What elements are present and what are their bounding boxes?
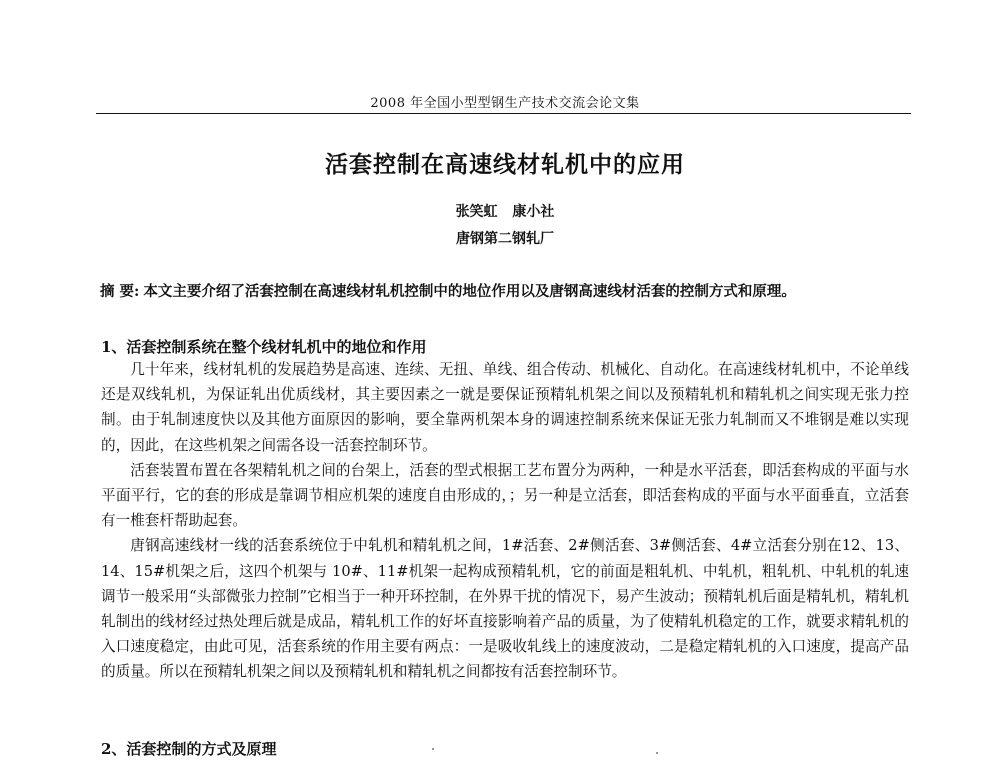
abstract [100,280,915,301]
paragraph: 唐钢高速线材一线的活套系统位于中轧机和精轧机之间，1#活套、2#侧活套、3#侧活套、4#立活套分别在12、13、14、15#机架之后，这四个机架与 10#、11#机架一起构成预精轧机，它的前面是粗轧机、中轧机，粗轧机、中轧机的轧速调节一般采用“头部微张力控制”它相当于一种开环控制，在外界干扰的情况下，易产生波动；预精轧机后面是精轧机，精轧机轧制出的线材经过热处理后就是成品，精轧机工作的好坏直接影响着产品的质量，为了使精轧机稳定的工作，就要求精轧机的入口速度稳定，由此可见，活套系统的作用主要有两点：一是吸收轧线上的速度波动，二是稳定精轧机的入口速度，提高产品的质量。所以在预精轧机架之间以及预精轧机和精轧机之间都按有活套控制环节。 [101,537,909,681]
section-1-body [101,357,909,685]
paper-title: 活套控制在高速线材轧机中的应用 [325,151,685,178]
authors: 张笑虹 康小社 [455,204,555,220]
paragraph: 活套装置布置在各架精轧机之间的台架上，活套的型式根据工艺布置分为两种，一种是水平活套，即活套构成的平面与水平面平行，它的套的形成是靠调节相应机架的速度自由形成的，；另一种是立活套，即活套构成的平面与水平面垂直，立活套有一椎套杆帮助起套。 [101,461,909,530]
abstract-text: 本文主要介绍了活套控制在高速线材轧机控制中的地位作用以及唐钢高速线材活套的控制方式和原理。 [143,283,796,300]
paragraph: 几十年来，线材轧机的发展趋势是高速、连续、无扭、单线、组合传动、机械化、自动化。在高速线材轧机中，不论单线还是双线轧机，为保证轧出优质线材，其主要因素之一就是要保证预精轧机架之间以及预精轧机和精轧机之间实现无张力控制。由于轧制速度快以及其他方面原因的影响，要全靠两机架本身的调速控制系统来保证无张力轧制而又不堆钢是难以实现的，因此，在这些机架之间需各设一活套控制环节。 [101,361,909,454]
affiliation: 唐钢第二钢轧厂 [456,231,554,247]
section-heading-2: 2、活套控制的方式及原理 [101,740,277,758]
section-heading-1: 1、活套控制系统在整个线材轧机中的地位和作用 [101,338,427,356]
scan-speck [656,752,658,754]
running-head: 2008 年全国小型型钢生产技术交流会论文集 [370,96,640,111]
header-rule [96,113,911,114]
scan-speck [432,748,434,750]
abstract-label: 摘 要: [100,283,140,300]
